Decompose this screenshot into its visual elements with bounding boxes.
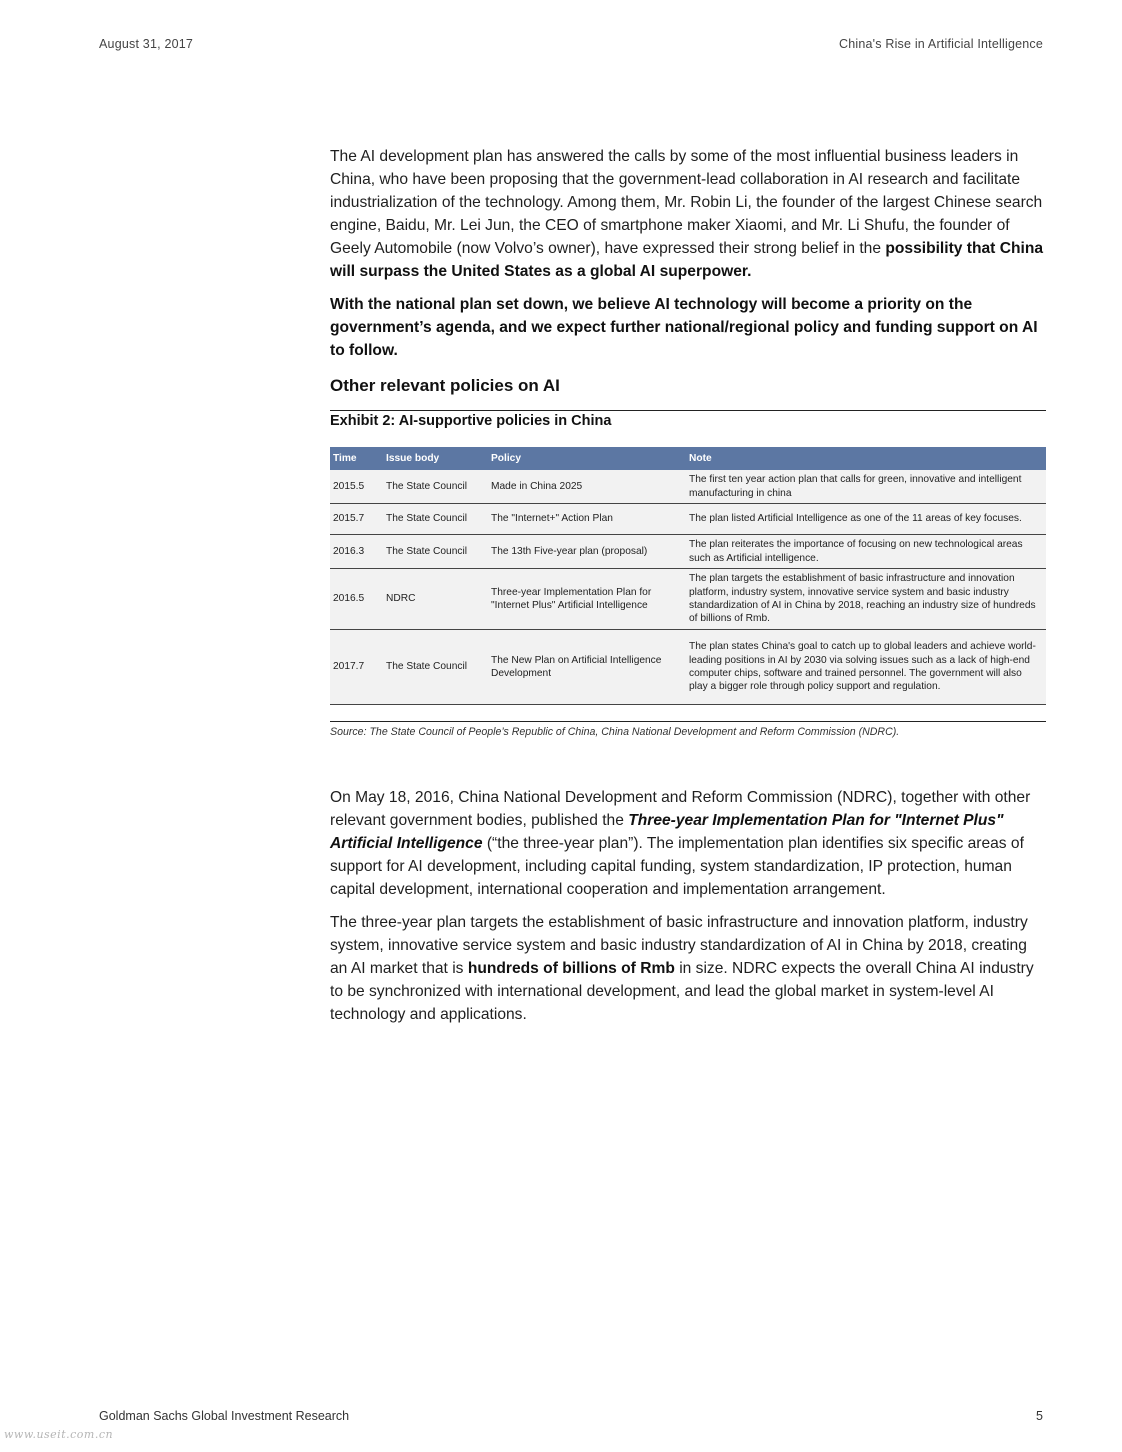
p4-text-a: The three-year plan targets the establishment of basic infrastructure and innovation platform, industry system, innovative service system and basic industry standardization of AI in China by 2018, creating an AI market that is xyxy=(330,914,1028,977)
p3-text-b: (“the three-year plan”). The implementation plan identifies six specific areas of support for AI development, including capital funding, system standardization, IP protection, human capital development, international cooperation and implementation arrangement. xyxy=(330,835,1024,898)
cell-time: 2016.5 xyxy=(330,569,383,630)
col-header-policy: Policy xyxy=(491,453,522,464)
col-header-issue-body: Issue body xyxy=(386,453,440,464)
table-row xyxy=(330,535,1046,569)
cell-time: 2016.3 xyxy=(330,535,383,569)
header-report-title: China's Rise in Artificial Intelligence xyxy=(838,37,1043,51)
footer-publisher: Goldman Sachs Global Investment Research xyxy=(99,1409,350,1423)
cell-note: The plan states China's goal to catch up to global leaders and achieve world-leading positions in AI by 2030 via solving issues such as a lack of high-end computer chips, software and trained personnel. The government will also play a bigger role through policy support and regulation. xyxy=(686,630,1046,705)
watermark: www.useit.com.cn xyxy=(4,1428,114,1441)
intro-paragraph-1 xyxy=(330,145,1046,283)
exhibit-title: Exhibit 2: AI-supportive policies in China xyxy=(330,413,612,429)
section-heading: Other relevant policies on AI xyxy=(330,376,560,395)
policy-table xyxy=(330,447,1046,705)
table-header-row xyxy=(330,447,1046,470)
p3-text-a: On May 18, 2016, China National Development and Reform Commission (NDRC), together with other relevant government bodies, published the xyxy=(330,789,1031,829)
cell-policy: Three-year Implementation Plan for "Internet Plus" Artificial Intelligence xyxy=(488,569,686,630)
col-header-time: Time xyxy=(333,453,357,464)
exhibit-top-rule xyxy=(330,410,1046,411)
cell-note: The plan targets the establishment of basic infrastructure and innovation platform, industry system, innovative service system and basic industry standardization of AI in China by 2018, reaching an industry size of hundreds of billions of Rmb. xyxy=(686,569,1046,630)
intro-paragraph-2 xyxy=(330,293,1046,362)
cell-note: The plan reiterates the importance of focusing on new technological areas such as Artificial intelligence. xyxy=(686,535,1046,569)
p3-plan-title: Three-year Implementation Plan for "Internet Plus" Artificial Intelligence xyxy=(330,812,1004,852)
table-row xyxy=(330,630,1046,705)
intro-p1-bold: possibility that China will surpass the United States as a global AI superpower. xyxy=(330,240,1044,280)
cell-note: The plan listed Artificial Intelligence as one of the 11 areas of key focuses. xyxy=(686,504,1046,535)
cell-issue-body: The State Council xyxy=(383,470,488,504)
cell-policy: The New Plan on Artificial Intelligence Development xyxy=(488,630,686,705)
intro-p1-text: The AI development plan has answered the calls by some of the most influential business leaders in China, who have been proposing that the government-lead collaboration in AI research and facilitate industrialization of the technology. Among them, Mr. Robin Li, the founder of the largest Chinese search engine, Baidu, Mr. Lei Jun, the CEO of smartphone maker Xiaomi, and Mr. Li Shufu, the founder of Geely Automobile (now Volvo’s owner), have expressed their strong belief in the xyxy=(330,148,1043,257)
cell-time: 2015.7 xyxy=(330,504,383,535)
table-row xyxy=(330,470,1046,504)
cell-time: 2017.7 xyxy=(330,630,383,705)
cell-issue-body: The State Council xyxy=(383,535,488,569)
cell-issue-body: The State Council xyxy=(383,504,488,535)
cell-issue-body: NDRC xyxy=(383,569,488,630)
p4-bold: hundreds of billions of Rmb xyxy=(467,960,675,977)
cell-policy: The 13th Five-year plan (proposal) xyxy=(488,535,686,569)
cell-note: The first ten year action plan that calls for green, innovative and intelligent manufacturing in china xyxy=(686,470,1046,504)
intro-p2-bold: With the national plan set down, we believe AI technology will become a priority on the government’s agenda, and we expect further national/regional policy and funding support on AI to follow. xyxy=(330,296,1038,359)
table-row xyxy=(330,569,1046,630)
cell-policy: The "Internet+" Action Plan xyxy=(488,504,686,535)
cell-time: 2015.5 xyxy=(330,470,383,504)
source-rule xyxy=(330,721,1046,722)
body-paragraph-3 xyxy=(330,786,1046,901)
cell-policy: Made in China 2025 xyxy=(488,470,686,504)
cell-issue-body: The State Council xyxy=(383,630,488,705)
body-paragraph-4 xyxy=(330,911,1046,1026)
header-date: August 31, 2017 xyxy=(99,37,194,51)
main-content xyxy=(330,145,1046,1036)
col-header-note: Note xyxy=(689,453,712,464)
footer-page-number: 5 xyxy=(1036,1409,1043,1423)
table-row xyxy=(330,504,1046,535)
exhibit-source: Source: The State Council of People’s Republic of China, China National Development and Reform Commission (NDRC). xyxy=(330,726,900,738)
p4-text-b: in size. NDRC expects the overall China AI industry to be synchronized with international development, and lead the global market in system-level AI technology and applications. xyxy=(330,960,1034,1023)
